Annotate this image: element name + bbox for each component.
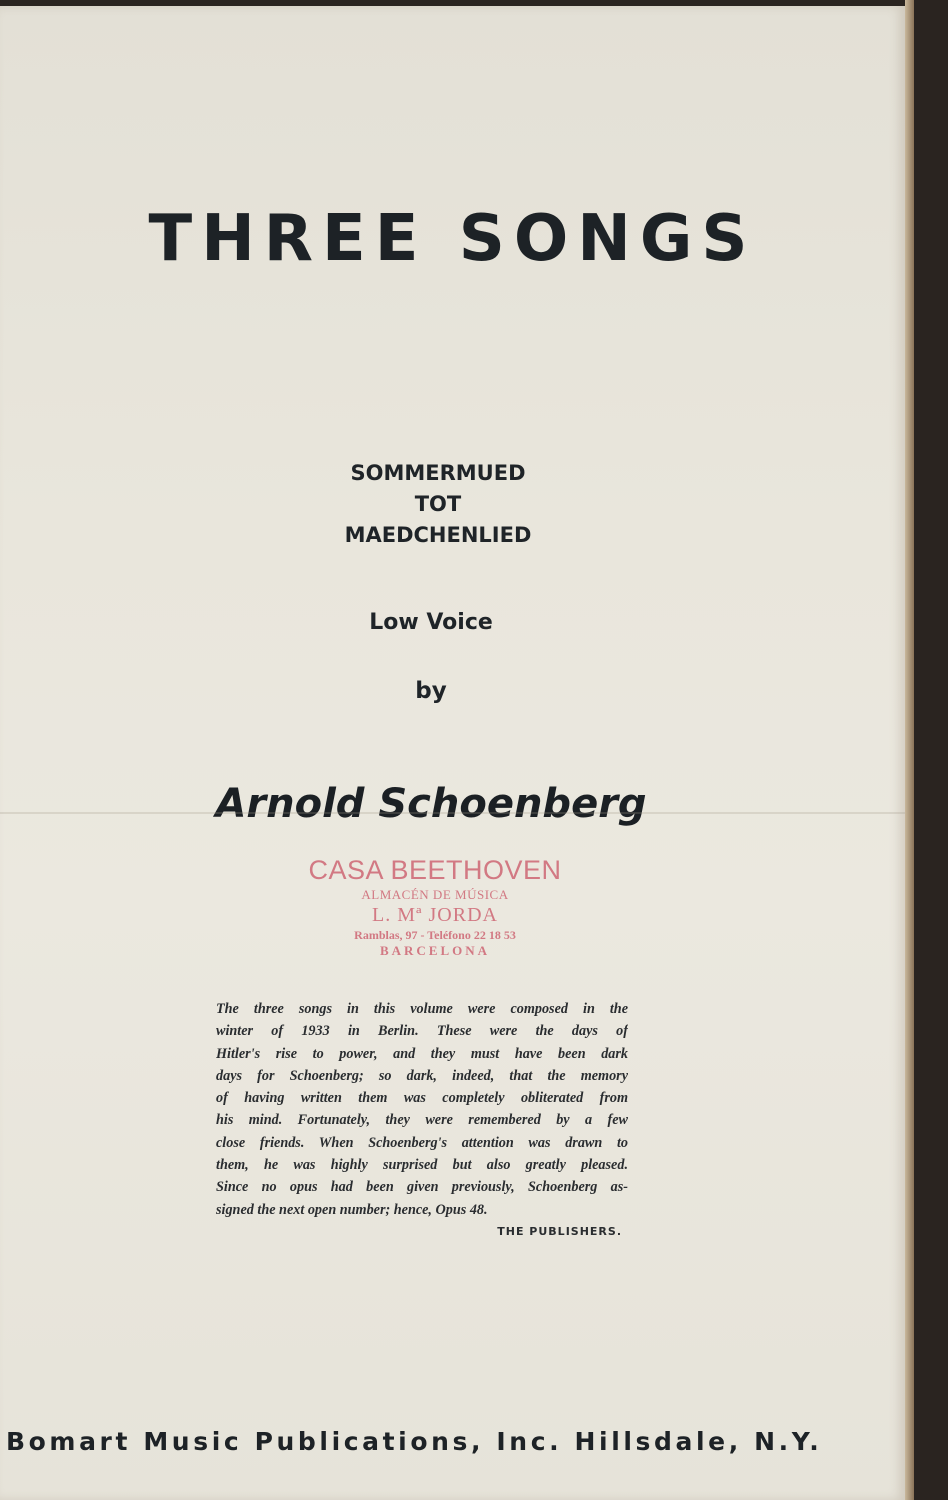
shop-stamp: [290, 854, 580, 959]
cover-title: THREE SONGS: [148, 202, 757, 276]
note-signature: THE PUBLISHERS.: [497, 1225, 622, 1238]
note-line: days for Schoenberg; so dark, indeed, that the memory: [216, 1067, 628, 1084]
stamp-shop-name: CASA BEETHOVEN: [308, 855, 562, 885]
note-line: signed the next open number; hence, Opus 48.: [216, 1201, 488, 1218]
publisher-imprint: Bomart Music Publications, Inc. Hillsdale, N.Y.: [6, 1427, 823, 1456]
stamp-subtitle: ALMACÉN DE MÚSICA: [361, 887, 509, 902]
song-title: MAEDCHENLIED: [344, 523, 532, 547]
publisher-note: [216, 998, 628, 1221]
by-label: by: [415, 678, 447, 704]
composer-name: Arnold Schoenberg: [215, 781, 647, 827]
stamp-owner: L. Mª JORDA: [372, 904, 498, 926]
note-line: his mind. Fortunately, they were remembered by a few: [216, 1112, 628, 1129]
voice-type: Low Voice: [369, 610, 493, 635]
note-line: close friends. When Schoenberg's attention was drawn to: [216, 1134, 628, 1151]
note-line: of having written them was completely obliterated from: [216, 1090, 628, 1107]
note-line: Hitler's rise to power, and they must have been dark: [216, 1045, 628, 1062]
note-line: them, he was highly surprised but also greatly pleased.: [216, 1157, 628, 1174]
song-title: TOT: [414, 492, 462, 516]
page-edge: [905, 0, 914, 1500]
note-line: Since no opus had been given previously, Schoenberg as-: [216, 1179, 628, 1196]
song-list: [0, 458, 876, 551]
note-line: The three songs in this volume were composed in the: [216, 1001, 628, 1017]
stamp-city: BARCELONA: [379, 943, 491, 958]
cover-page: [0, 6, 905, 1500]
note-line: winter of 1933 in Berlin. These were the days of: [216, 1023, 628, 1040]
stamp-address: Ramblas, 97 - Teléfono 22 18 53: [354, 928, 516, 942]
song-title: SOMMERMUED: [350, 461, 526, 485]
